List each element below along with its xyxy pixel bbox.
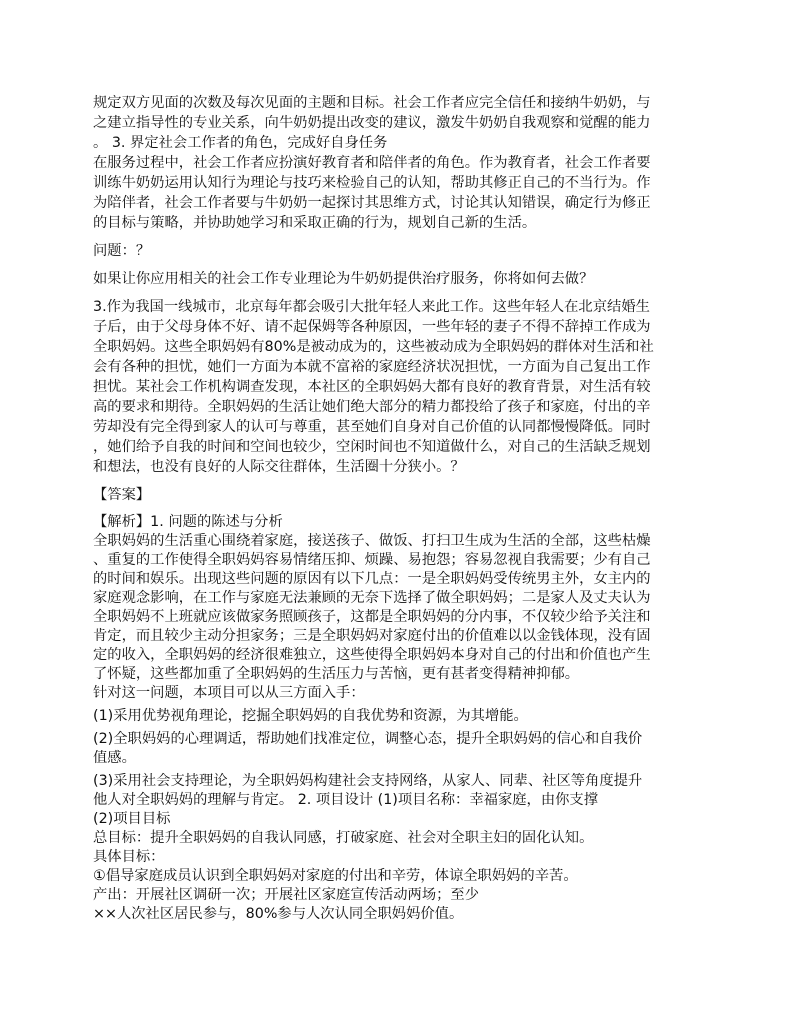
text-line: 全职妈妈不上班就应该做家务照顾孩子，这都是全职妈妈的分内事，不仅较少给予关注和 [93, 609, 651, 625]
text-line: 担忧。某社会工作机构调查发现，本社区的全职妈妈大都有良好的教育背景，对生活有较 [93, 379, 651, 395]
list-item: (1)采用优势视角理论，挖掘全职妈妈的自我优势和资源，为其增能。 [93, 708, 528, 724]
text-line: 肯定，而且较少主动分担家务；三是全职妈妈对家庭付出的价值难以以金钱体现，没有固 [93, 628, 651, 644]
text-line: 在服务过程中，社会工作者应扮演好教育者和陪伴者的角色。作为教育者，社会工作者要 [93, 155, 651, 171]
text-line: 和想法，也没有良好的人际交往群体，生活圈十分狭小。？ [93, 459, 465, 475]
text-line: 产出：开展社区调研一次；开展社区家庭宣传活动两场；至少 [93, 887, 480, 903]
text-line: 。 3. 界定社会工作者的角色，完成好自身任务 [93, 135, 388, 151]
text-line: 为陪伴者，社会工作者要与牛奶奶一起探讨其思维方式，讨论其认知错误，确定行为修正 [93, 195, 651, 211]
text-line: 全职妈妈。这些全职妈妈有80%是被动成为的，这些被动成为全职妈妈的群体对生活和社 [93, 339, 654, 355]
text-line: (2)项目目标 [93, 811, 171, 827]
text-line: ，她们给予自我的时间和空间也较少，空闲时间也不知道做什么，对自己的生活缺乏规划 [93, 439, 651, 455]
text-line: 总目标：提升全职妈妈的自我认同感，打破家庭、社会对全职主妇的固化认知。 [93, 830, 594, 846]
text-line: 了怀疑，这些都加重了全职妈妈的生活压力与苦恼，更有甚者变得精神抑郁。 [93, 666, 580, 682]
text-line: 会有各种的担忧，她们一方面为本就不富裕的家庭经济状况担忧，一方面为自己复出工作 [93, 359, 651, 375]
text-line: 规定双方见面的次数及每次见面的主题和目标。社会工作者应完全信任和接纳牛奶奶，与 [93, 95, 651, 111]
text-line: 的目标与策略，并协助她学习和采取正确的行为，规划自己新的生活。 [93, 215, 537, 231]
text-line: 值感。 [93, 750, 136, 766]
analysis-heading: 【解析】1. 问题的陈述与分析 [93, 514, 283, 530]
text-line: ××人次社区居民参与，80%参与人次认同全职妈妈价值。 [93, 906, 464, 922]
text-line: 全职妈妈的生活重心围绕着家庭，接送孩子、做饭、打扫卫生成为生活的全部，这些枯燥 [93, 533, 651, 549]
answer-heading: 【答案】 [93, 487, 151, 503]
text-line: 他人对全职妈妈的理解与肯定。 2. 项目设计 (1)项目名称：幸福家庭，由你支撑 [93, 792, 599, 808]
list-item: (3)采用社会支持理论，为全职妈妈构建社会支持网络，从家人、同辈、社区等角度提升 [93, 773, 643, 789]
text-line: 3.作为我国一线城市，北京每年都会吸引大批年轻人来此工作。这些年轻人在北京结婚生 [93, 299, 650, 315]
text-line: 具体目标： [93, 849, 165, 865]
list-item: ①倡导家庭成员认识到全职妈妈对家庭的付出和辛劳，体谅全职妈妈的辛苦。 [93, 868, 578, 884]
text-line: 家庭观念影响，在工作与家庭无法兼顾的无奈下选择了做全职妈妈；二是家人及丈夫认为 [93, 590, 651, 606]
text-line: 的时间和娱乐。出现这些问题的原因有以下几点：一是全职妈妈受传统男主外，女主内的 [93, 571, 651, 587]
text-line: 劳却没有完全得到家人的认可与尊重，甚至她们自身对自己价值的认同都慢慢降低。同时 [93, 419, 651, 435]
text-line: 针对这一问题，本项目可以从三方面入手： [93, 685, 365, 701]
text-line: 定的收入，全职妈妈的经济很难独立，这些使得全职妈妈本身对自己的付出和价值也产生 [93, 647, 651, 663]
text-line: 高的要求和期待。全职妈妈的生活让她们绝大部分的精力都投给了孩子和家庭，付出的辛 [93, 399, 651, 415]
text-line: 、重复的工作使得全职妈妈容易情绪压抑、烦躁、易抱怨；容易忽视自我需要；少有自己 [93, 552, 651, 568]
text-line: 之建立指导性的专业关系，向牛奶奶提出改变的建议，激发牛奶奶自我观察和觉醒的能力 [93, 115, 651, 131]
text-line: 训练牛奶奶运用认知行为理论与技巧来检验自己的认知，帮助其修正自己的不当行为。作 [93, 175, 651, 191]
question-label: 问题：？ [93, 243, 151, 259]
list-item: (2)全职妈妈的心理调适，帮助她们找准定位，调整心态，提升全职妈妈的信心和自我价 [93, 731, 643, 747]
text-line: 子后，由于父母身体不好、请不起保姆等各种原因，一些年轻的妻子不得不辞掉工作成为 [93, 319, 651, 335]
document-body [93, 93, 701, 924]
question-text: 如果让你应用相关的社会工作专业理论为牛奶奶提供治疗服务，你将如何去做？ [93, 271, 594, 287]
